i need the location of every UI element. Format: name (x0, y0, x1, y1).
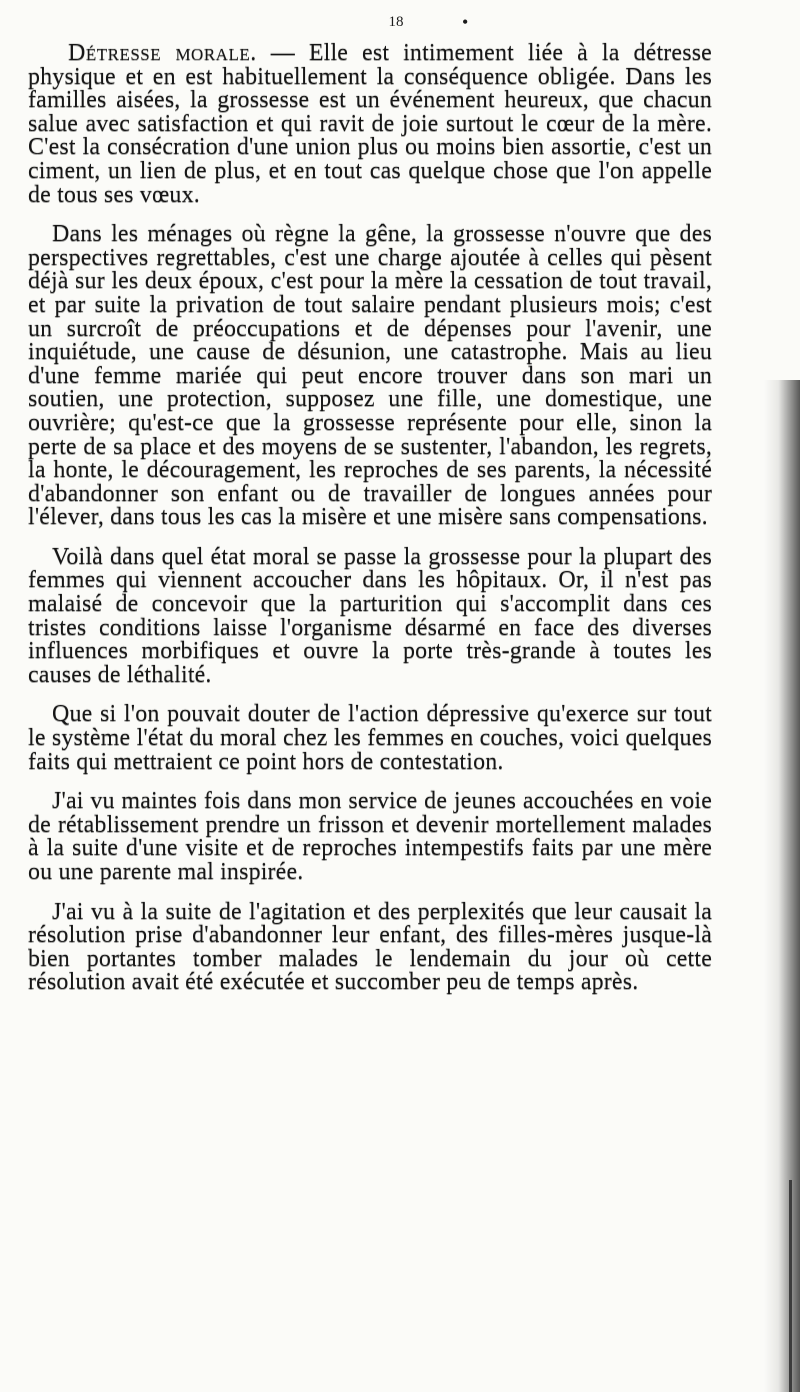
page-body (28, 42, 712, 1011)
page-number: 18 (388, 14, 404, 30)
page-edge-shadow (764, 380, 800, 1392)
page-edge-line (789, 1180, 792, 1392)
page-mark: • (462, 12, 469, 32)
paragraph-text: J'ai vu maintes fois dans mon service de jeunes accouchées en voie de rétablissement prendre un frisson et devenir mortellement malades à la suite d'une visite et de reproches intempestifs faits par une mère ou une parente mal inspirée. (28, 788, 712, 885)
paragraph-text: Dans les ménages où règne la gêne, la grossesse n'ouvre que des perspectives regrettables, c'est une charge ajoutée à celles qui pèsent déjà sur les deux époux, c'est pour la mère la cessation de tout travail, et par suite la privation de tout salaire pendant plusieurs mois; c'est un surcroît de préoccupations et de dépenses pour l'avenir, une inquiétude, une cause de désunion, une catastrophe. Mais au lieu d'une femme mariée qui peut encore trouver dans son mari un soutien, une protection, supposez une fille, une domestique, une ouvrière; qu'est-ce que la grossesse représente pour elle, sinon la perte de sa place et des moyens de se sustenter, l'abandon, les regrets, la honte, le découragement, les reproches de ses parents, la nécessité d'abandonner son enfant ou de travailler de longues années pour l'élever, dans tous les cas la misère et une misère sans compensations. (28, 221, 712, 531)
paragraph-detresse-morale (28, 42, 712, 207)
paragraph-text: — Elle est intimement liée à la détresse physique et en est habituellement la conséquence obligée. Dans les familles aisées, la grossesse est un événement heureux, que chacun salue avec satisfaction et qui ravit de joie surtout le cœur de la mère. C'est la consécration d'une union plus ou moins bien assortie, c'est un ciment, un lien de plus, et en tout cas quelque chose que l'on appelle de tous ses vœux. (28, 40, 712, 208)
section-heading: Détresse morale. (68, 40, 257, 66)
paragraph-menages-gene (28, 223, 712, 530)
paragraph-etat-moral (28, 543, 712, 688)
paragraph-jeunes-accouchees (28, 790, 712, 884)
paragraph-text: Que si l'on pouvait douter de l'action dépressive qu'exerce sur tout le système l'état du moral chez les femmes en couches, voici quelques faits qui mettraient ce point hors de contestation. (28, 701, 712, 775)
paragraph-text: Voilà dans quel état moral se passe la grossesse pour la plupart des femmes qui viennent accoucher dans les hôpitaux. Or, il n'est pas malaisé de concevoir que la parturition qui s'accomplit dans ces tristes conditions laisse l'organisme désarmé en face des diverses influences morbifiques et ouvre la porte très-grande à toutes les causes de léthalité. (28, 543, 712, 688)
paragraph-action-depressive (28, 703, 712, 774)
paragraph-filles-meres (28, 898, 712, 996)
paragraph-text: J'ai vu à la suite de l'agitation et des perplexités que leur causait la résolution prise d'abandonner leur enfant, des filles-mères jusque-là bien portantes tomber malades le lendemain du jour où cette résolution avait été exécutée et succomber peu de temps après. (28, 898, 712, 996)
